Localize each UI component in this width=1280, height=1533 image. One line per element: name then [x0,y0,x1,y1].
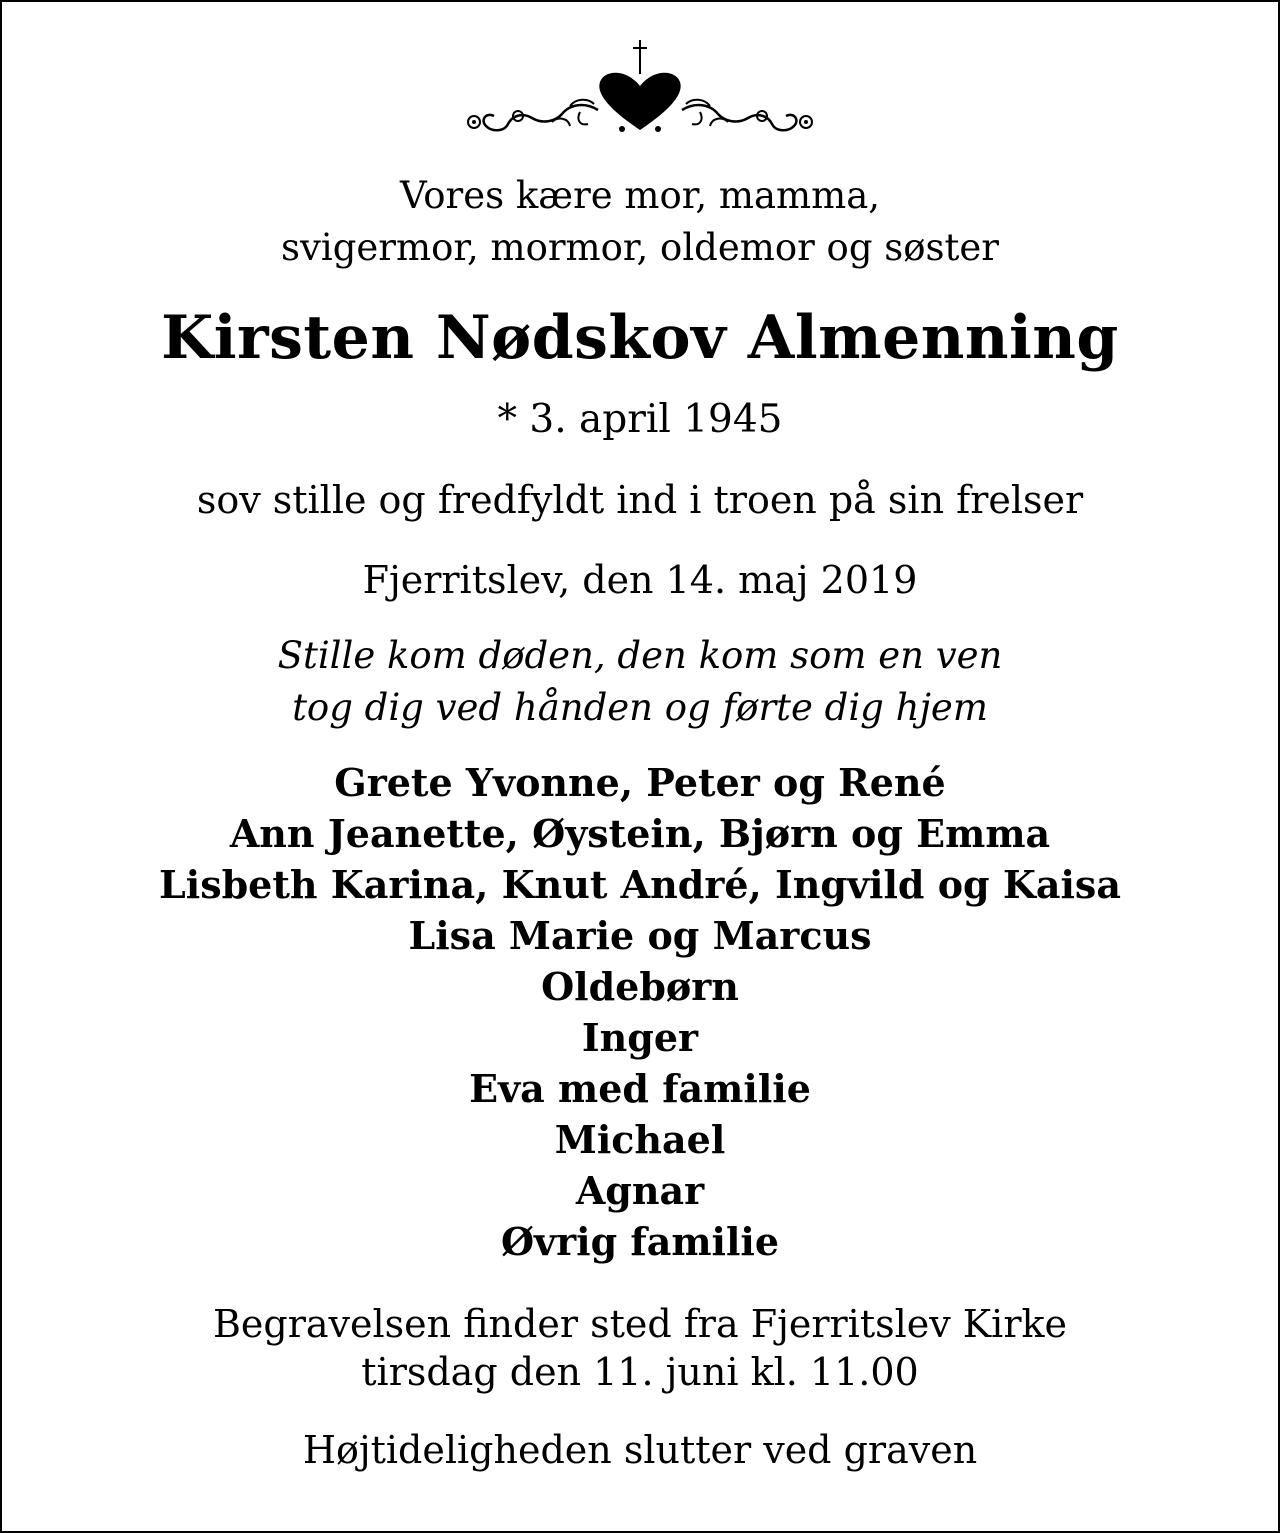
intro-line: svigermor, mormor, oldemor og søster [281,226,999,269]
memorial-verse [2,630,1278,734]
family-member: Michael [554,1117,726,1162]
funeral-line: Begravelsen finder sted fra Fjerritslev Kirke [212,1302,1068,1346]
verse-line: Stille kom døden, den kom som en ven [277,634,1003,677]
family-member: Oldebørn [541,964,739,1009]
deceased-name: Kirsten Nødskov Almenning [161,303,1119,373]
family-member: Agnar [575,1168,705,1213]
family-member: Inger [581,1015,699,1060]
birth-date: * 3. april 1945 [497,397,783,442]
intro-line: Vores kære mor, mamma, [399,174,881,217]
passing-text: sov stille og fredfyldt ind i troen på sin frelser [196,478,1084,522]
closing-text: Højtideligheden slutter ved graven [302,1428,978,1472]
place-and-date: Fjerritslev, den 14. maj 2019 [362,558,918,602]
verse-line: tog dig ved hånden og førte dig hjem [292,686,988,729]
family-member: Øvrig familie [500,1219,780,1264]
family-member: Lisa Marie og Marcus [408,913,872,958]
funeral-line: tirsdag den 11. juni kl. 11.00 [361,1350,919,1394]
family-member: Grete Yvonne, Peter og René [334,760,946,805]
funeral-info [2,1300,1278,1396]
family-member: Eva med familie [469,1066,811,1111]
family-list [2,757,1278,1267]
family-member: Ann Jeanette, Øystein, Bjørn og Emma [229,811,1051,856]
cross-heart-ornament-icon [2,32,1278,142]
intro-text [2,170,1278,274]
family-member: Lisbeth Karina, Knut André, Ingvild og Kaisa [159,862,1121,907]
